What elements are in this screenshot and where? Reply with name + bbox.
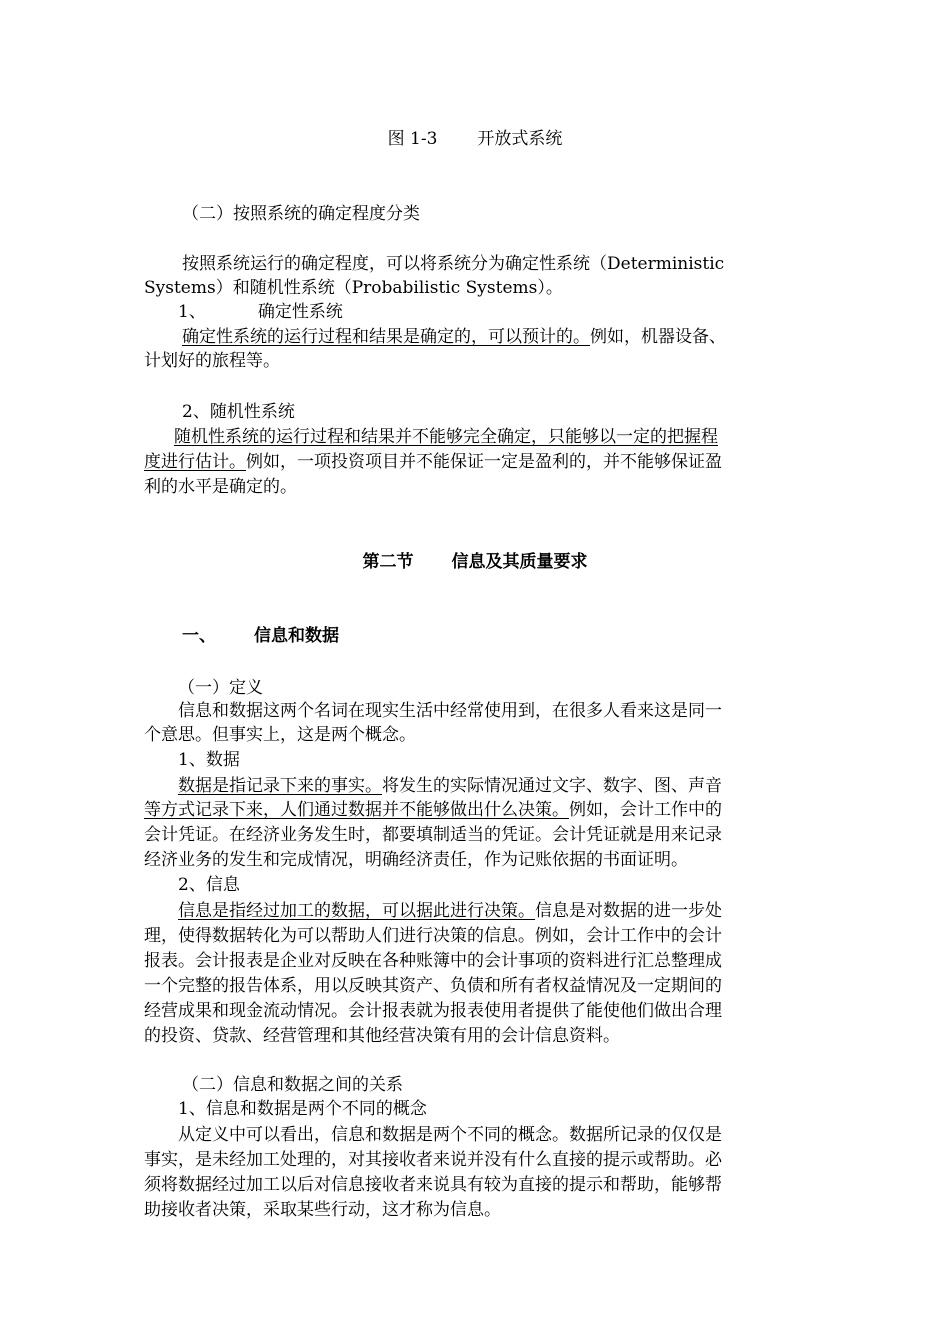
paragraph-line: 报表。会计报表是企业对反映在各种账簿中的会计事项的资料进行汇总整理成 (144, 951, 722, 971)
section-title: 信息及其质量要求 (451, 552, 588, 572)
chapter-section-heading (0, 550, 950, 574)
paragraph-line: 会计凭证。在经济业务发生时，都要填制适当的凭证。会计凭证就是用来记录 (144, 825, 722, 845)
paragraph-text: 例如，会计工作中的 (569, 800, 722, 820)
paragraph-line (178, 899, 722, 923)
paragraph-line: 经营成果和现金流动情况。会计报表就为报表使用者提供了能使他们做出合理 (144, 1001, 722, 1021)
figure-caption (0, 127, 950, 151)
paragraph-line: 一个完整的报告体系，用以反映其资产、负债和所有者权益情况及一定期间的 (144, 976, 722, 996)
subsection-heading: （一）定义 (178, 678, 263, 698)
list-item-title (178, 300, 343, 324)
paragraph-line: 个意思。但事实上，这是两个概念。 (144, 725, 416, 745)
paragraph-line (144, 450, 722, 474)
paragraph-line: Systems）和随机性系统（Probabilistic Systems）。 (144, 278, 563, 298)
paragraph-line: 助接收者决策，采取某些行动，这才称为信息。 (144, 1200, 501, 1220)
paragraph-line (182, 325, 726, 349)
part-heading (182, 624, 339, 648)
figure-title: 开放式系统 (477, 129, 563, 149)
paragraph-line: 利的水平是确定的。 (144, 477, 297, 497)
paragraph-line: 计划好的旅程等。 (144, 351, 280, 371)
paragraph-line (178, 774, 722, 798)
figure-label: 图 1-3 (387, 129, 438, 149)
underlined-definition: 随机性系统的运行过程和结果并不能够完全确定，只能够以一定的把握程 (174, 427, 718, 447)
underlined-definition: 度进行估计。 (144, 452, 246, 472)
list-item-title: 1、信息和数据是两个不同的概念 (178, 1099, 427, 1119)
paragraph-line: 事实，是未经加工处理的，对其接收者来说并没有什么直接的提示或帮助。必 (144, 1150, 722, 1170)
paragraph-line: 须将数据经过加工以后对信息接收者来说具有较为直接的提示和帮助，能够帮 (144, 1175, 722, 1195)
list-item-title: 2、信息 (178, 875, 240, 895)
paragraph-line: 经济业务的发生和完成情况，明确经济责任，作为记账依据的书面证明。 (144, 850, 688, 870)
paragraph-text: 例如，机器设备、 (590, 327, 726, 347)
paragraph-line: 按照系统运行的确定程度，可以将系统分为确定性系统（Deterministic (182, 254, 725, 274)
subsection-heading: （二）信息和数据之间的关系 (182, 1075, 403, 1095)
paragraph-line: 信息和数据这两个名词在现实生活中经常使用到，在很多人看来这是同一 (178, 701, 722, 721)
section-label: 第二节 (362, 552, 414, 572)
paragraph-line (144, 425, 718, 449)
part-title: 信息和数据 (254, 626, 339, 646)
item-number: 1、 (178, 302, 206, 322)
underlined-definition: 数据是指记录下来的事实。 (178, 776, 382, 796)
paragraph-line (144, 798, 722, 822)
list-item-title: 2、随机性系统 (182, 402, 295, 422)
paragraph-line: 理，使得数据转化为可以帮助人们进行决策的信息。例如，会计工作中的会计 (144, 926, 722, 946)
underlined-definition: 信息是指经过加工的数据，可以据此进行决策。 (178, 901, 535, 921)
part-label: 一、 (182, 626, 216, 646)
underlined-definition: 确定性系统的运行过程和结果是确定的，可以预计的。 (182, 327, 590, 347)
list-item-title: 1、数据 (178, 750, 240, 770)
paragraph-line: 的投资、贷款、经营管理和其他经营决策有用的会计信息资料。 (144, 1026, 620, 1046)
paragraph-text: 信息是对数据的进一步处 (535, 901, 722, 921)
section-heading: （二）按照系统的确定程度分类 (182, 204, 420, 224)
paragraph-text: 例如，一项投资项目并不能保证一定是盈利的，并不能够保证盈 (246, 452, 722, 472)
paragraph-line: 从定义中可以看出，信息和数据是两个不同的概念。数据所记录的仅仅是 (178, 1125, 722, 1145)
paragraph-text: 将发生的实际情况通过文字、数字、图、声音 (382, 776, 722, 796)
underlined-definition: 等方式记录下来，人们通过数据并不能够做出什么决策。 (144, 800, 569, 820)
item-title: 确定性系统 (257, 302, 343, 322)
